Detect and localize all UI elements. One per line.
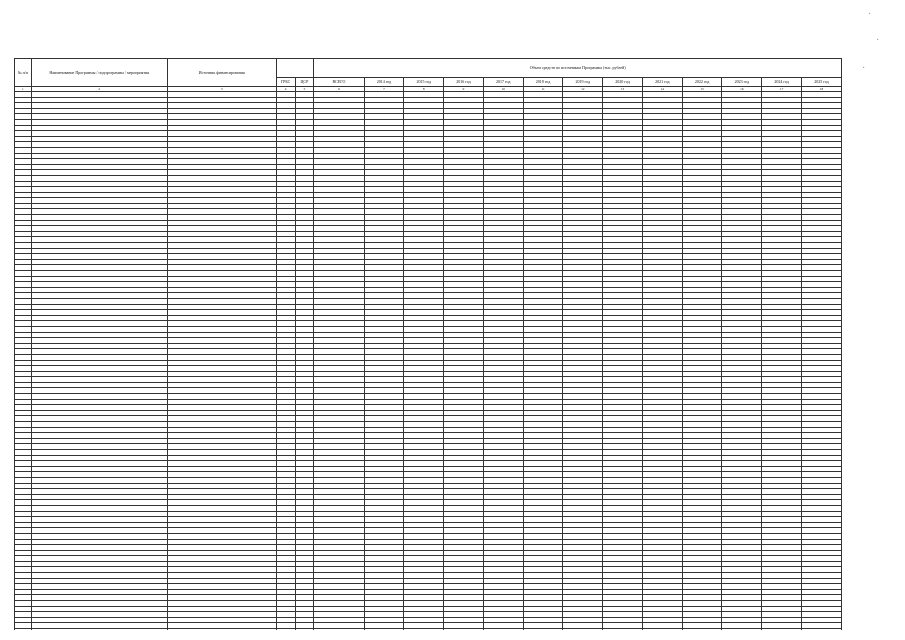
scan-speck: · <box>868 9 872 20</box>
column-number: 18 <box>801 87 841 92</box>
header-year: 2017 год <box>483 78 523 87</box>
header-name: Наименование Программы / подпрограммы / мероприятия <box>31 59 167 87</box>
row-year-value-cell <box>404 629 444 631</box>
row-name-cell <box>31 629 167 631</box>
financing-table <box>14 58 842 630</box>
header-no: № п/п <box>15 59 32 87</box>
header-budget-code <box>276 59 314 78</box>
row-source-cell <box>167 629 276 631</box>
row-year-value-cell <box>364 629 404 631</box>
row-year-value-cell <box>563 629 603 631</box>
row-year-value-cell <box>801 629 841 631</box>
column-number: 15 <box>682 87 722 92</box>
scan-speck: · <box>862 63 866 74</box>
column-number: 12 <box>563 87 603 92</box>
column-number: 8 <box>404 87 444 92</box>
column-number: 17 <box>762 87 802 92</box>
column-number: 9 <box>444 87 484 92</box>
header-year: 2018 год <box>523 78 563 87</box>
header-grbs: ГРБС <box>276 78 295 87</box>
table-row <box>15 629 842 631</box>
row-year-value-cell <box>642 629 682 631</box>
header-year: 2014 год <box>364 78 404 87</box>
column-number: 6 <box>314 87 364 92</box>
row-year-value-cell <box>762 629 802 631</box>
header-year: 2024 год <box>762 78 802 87</box>
row-year-value-cell <box>444 629 484 631</box>
row-csr-cell <box>295 629 314 631</box>
scan-speck: · <box>876 35 880 46</box>
financing-table-container <box>14 58 842 630</box>
column-number: 2 <box>31 87 167 92</box>
row-year-value-cell <box>682 629 722 631</box>
row-year-value-cell <box>483 629 523 631</box>
header-year: 2021 год <box>642 78 682 87</box>
header-csr: ЦСР <box>295 78 314 87</box>
column-number: 5 <box>295 87 314 92</box>
column-number: 4 <box>276 87 295 92</box>
column-number: 7 <box>364 87 404 92</box>
table-body <box>15 92 842 631</box>
column-number: 3 <box>167 87 276 92</box>
row-year-value-cell <box>603 629 643 631</box>
column-number: 13 <box>603 87 643 92</box>
header-year: 2019 год <box>563 78 603 87</box>
header-source: Источник финансирования <box>167 59 276 87</box>
row-grbs-cell <box>276 629 295 631</box>
header-year: 2015 год <box>404 78 444 87</box>
column-number: 10 <box>483 87 523 92</box>
header-year: 2022 год <box>682 78 722 87</box>
column-number: 11 <box>523 87 563 92</box>
header-total: ВСЕГО <box>314 78 364 87</box>
row-number-cell <box>15 629 32 631</box>
column-number: 1 <box>15 87 32 92</box>
header-volumes: Объем средств по источникам Программы (тыс. рублей) <box>314 59 842 78</box>
header-year: 2025 год <box>801 78 841 87</box>
header-year: 2023 год <box>722 78 762 87</box>
header-year: 2020 год <box>603 78 643 87</box>
column-number: 14 <box>642 87 682 92</box>
row-year-value-cell <box>523 629 563 631</box>
row-total-cell <box>314 629 364 631</box>
column-number: 16 <box>722 87 762 92</box>
row-year-value-cell <box>722 629 762 631</box>
header-year: 2016 год <box>444 78 484 87</box>
